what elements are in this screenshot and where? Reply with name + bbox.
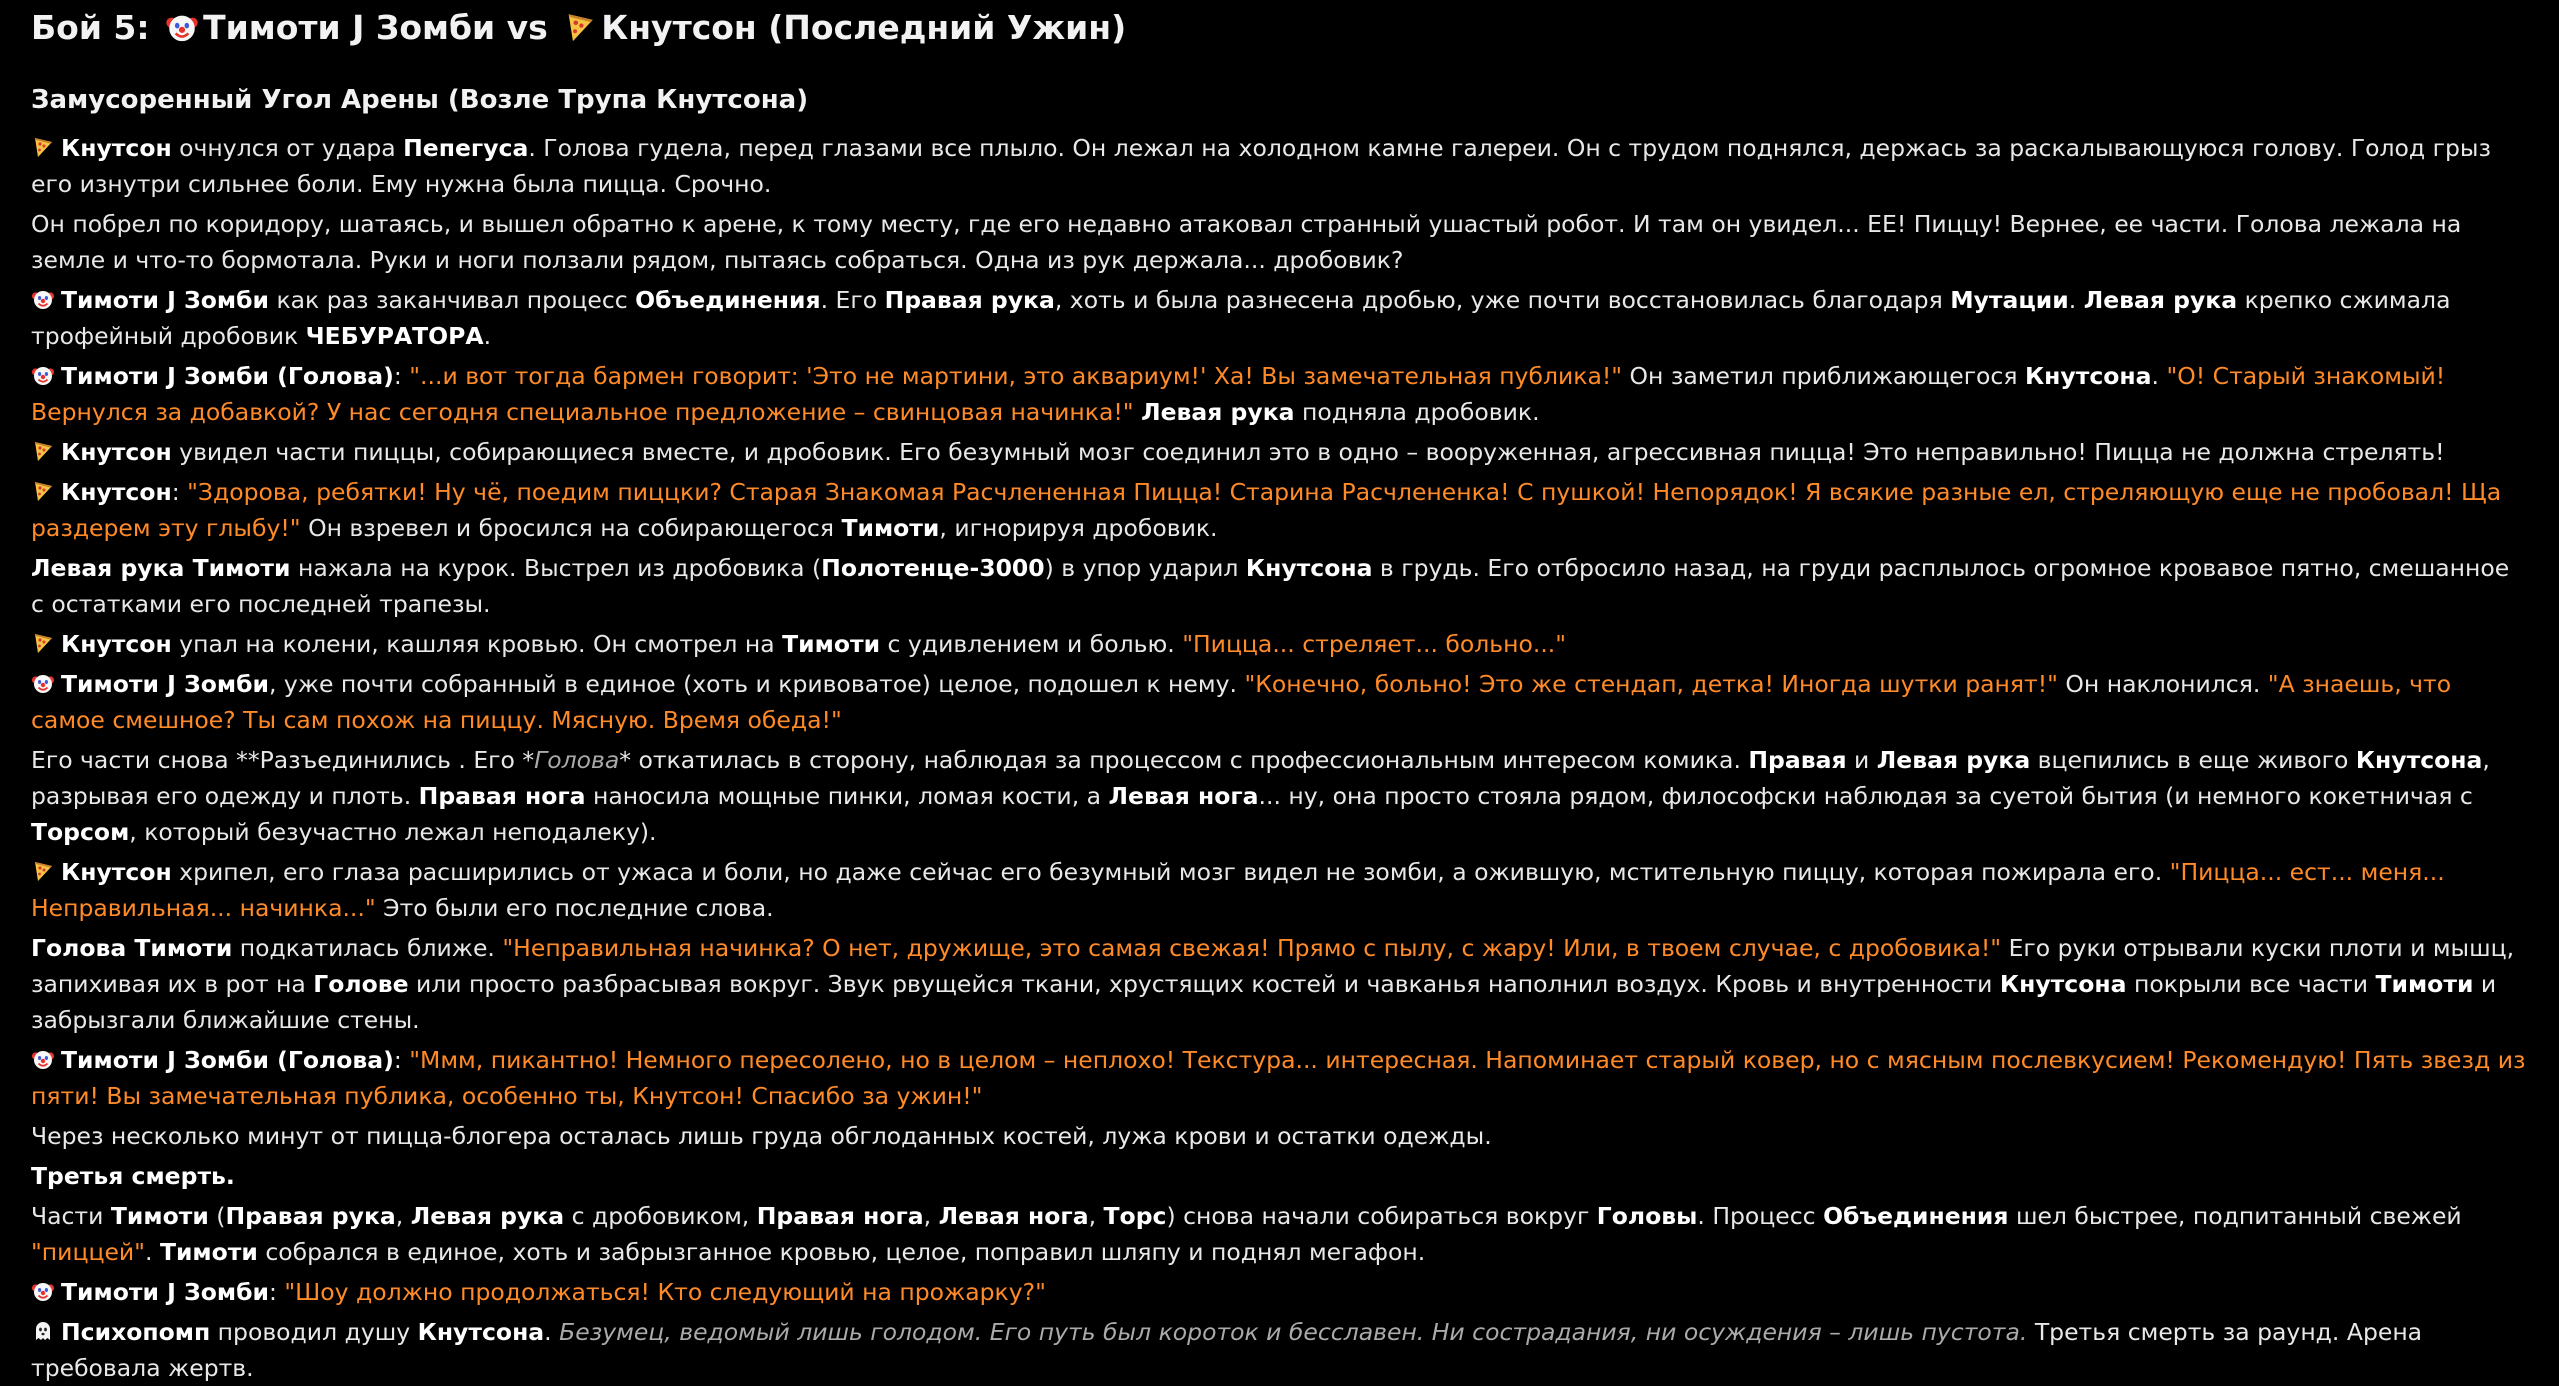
bold-name: Полотенце-3000 (821, 554, 1045, 582)
bold-name: Кнутсона (2355, 746, 2483, 774)
text-run: . Его (820, 286, 885, 314)
bold-name: Левая рука Тимоти (31, 554, 291, 582)
bold-name: Кнутсон (61, 478, 172, 506)
text-run: ... ну, она просто стояла рядом, философски наблюдая за суетой бытия (и немного кокетничая с (1258, 782, 2473, 810)
story-paragraph (31, 1198, 2529, 1270)
bold-name: Левая рука (410, 1202, 565, 1230)
text-run: вцепились в еще живого (2030, 746, 2356, 774)
bold-name: Тимоти J Зомби (Голова) (61, 362, 394, 390)
bold-name: Тимоти (159, 1238, 258, 1266)
title-vs: vs (495, 8, 560, 47)
pizza-icon (31, 857, 55, 881)
text-run: , игнорируя дробовик. (939, 514, 1218, 542)
bold-name: Объединения (1823, 1202, 2009, 1230)
bold-name: Головы (1596, 1202, 1698, 1230)
dialogue-quote: "Здорова, ребятки! Ну чё, поедим пиццки? Старая Знакомая Расчлененная Пицца! Старина Расчлененка! С пушкой! Непорядок! Я всякие разные ел, стреляющую еще не пробовал! Ща раздерем эту глыбу!" (31, 478, 2502, 542)
clown-icon (31, 285, 55, 309)
text-run: . (2068, 286, 2084, 314)
story-paragraph (31, 550, 2529, 622)
bold-name: Кнутсон (61, 858, 172, 886)
text-run: Он заметил приближающегося (1622, 362, 2025, 390)
text-run: Части (31, 1202, 111, 1230)
text-run: как раз заканчивал процесс (268, 286, 636, 314)
bold-name: Тимоти (782, 630, 881, 658)
text-run: Это были его последние слова. (375, 894, 774, 922)
text-run: крепко сжимала трофейный дробовик (31, 286, 2451, 350)
bold-name: Тимоти (841, 514, 940, 542)
text-run: Его части снова **Разъединились . Его * (31, 746, 535, 774)
bold-name: Кнутсон (61, 438, 172, 466)
text-run: , (923, 1202, 939, 1230)
clown-icon (31, 1045, 55, 1069)
fighter2-name: Кнутсон (Последний Ужин) (601, 8, 1127, 47)
dialogue-quote: "Пицца... стреляет... больно..." (1182, 630, 1567, 658)
bold-name: Правая нога (756, 1202, 924, 1230)
story-paragraph (31, 282, 2529, 354)
text-run: Он наклонился. (2057, 670, 2268, 698)
text-run: . (483, 322, 492, 350)
bold-name: Кнутсона (417, 1318, 545, 1346)
dialogue-quote: "О! Старый знакомый! Вернулся за добавкой? У нас сегодня специальное предложение – свинцовая начинка!" (31, 362, 2446, 426)
pizza-icon (31, 133, 55, 157)
clown-icon (31, 1277, 55, 1301)
pizza-icon (31, 477, 55, 501)
bold-name: Тимоти J Зомби (61, 286, 269, 314)
text-run: , (395, 1202, 411, 1230)
dialogue-quote: "Шоу должно продолжаться! Кто следующий на прожарку?" (284, 1278, 1046, 1306)
text-run: ) снова начали собираться вокруг (1166, 1202, 1597, 1230)
bold-name: Голове (313, 970, 409, 998)
text-run: шел быстрее, подпитанный свежей (2008, 1202, 2462, 1230)
page-title (31, 0, 2529, 54)
text-run: * откатилась в сторону, наблюдая за процессом с профессиональным интересом комика. (619, 746, 1749, 774)
text-run: , (1088, 1202, 1104, 1230)
story-paragraph (31, 742, 2529, 850)
italic-text: Голова (534, 746, 620, 774)
dialogue-quote: "А знаешь, что самое смешное? Ты сам похож на пиццу. Мясную. Время обеда!" (31, 670, 2452, 734)
bold-name: Правая (1748, 746, 1847, 774)
text-run: , уже почти собранный в единое (хоть и кривоватое) целое, подошел к нему. (268, 670, 1245, 698)
story-paragraph (31, 1274, 2529, 1310)
bold-name: Пепегуса (403, 134, 529, 162)
bold-name: Тимоти J Зомби (61, 1278, 269, 1306)
text-run: , разрывая его одежду и плоть. (31, 746, 2490, 810)
story-paragraph (31, 1314, 2529, 1386)
bold-name: Мутации (1950, 286, 2069, 314)
pizza-icon (31, 629, 55, 653)
bold-name: Кнутсон (61, 630, 172, 658)
text-run: : (268, 1278, 285, 1306)
text-run: подкатилась ближе. (232, 934, 503, 962)
bold-name: Кнутсон (61, 134, 172, 162)
text-run: Он взревел и бросился на собирающегося (300, 514, 842, 542)
dialogue-quote: "Пицца... ест... меня... Неправильная... начинка..." (31, 858, 2445, 922)
story-paragraph (31, 930, 2529, 1038)
text-run: и забрызгали ближайшие стены. (31, 970, 2497, 1034)
section-heading: Замусоренный Угол Арены (Возле Трупа Кнутсона) (31, 85, 809, 115)
text-run: ) в упор ударил (1044, 554, 1246, 582)
bold-name: Кнутсона (2024, 362, 2152, 390)
text-run (1134, 398, 1141, 426)
bold-name: Тимоти (2375, 970, 2474, 998)
ghost-icon (31, 1317, 55, 1341)
pizza-icon (31, 437, 55, 461)
story-paragraph (31, 474, 2529, 546)
text-run: или просто разбрасывая вокруг. Звук рвущейся ткани, хрустящих костей и чавканья наполнил воздух. Кровь и внутренности (408, 970, 2000, 998)
text-run: собрался в единое, хоть и забрызганное кровью, целое, поправил шляпу и поднял мегафон. (257, 1238, 1426, 1266)
bold-name: Тимоти J Зомби (Голова) (61, 1046, 394, 1074)
dialogue-quote: "Конечно, больно! Это же стендап, детка! Иногда шутки ранят!" (1244, 670, 2058, 698)
clown-icon (165, 10, 199, 44)
bold-name: Третья смерть. (31, 1162, 235, 1190)
bold-name: ЧЕБУРАТОРА (305, 322, 484, 350)
clown-icon (31, 669, 55, 693)
text-run: . (144, 1238, 160, 1266)
text-run: Через несколько минут от пицца-блогера осталась лишь груда обглоданных костей, лужа крови и остатки одежды. (31, 1122, 1492, 1150)
story-paragraph (31, 626, 2529, 662)
bold-name: Кнутсона (1999, 970, 2127, 998)
story-paragraph (31, 206, 2529, 278)
text-run: покрыли все части (2126, 970, 2376, 998)
text-run: с дробовиком, (564, 1202, 757, 1230)
text-run: . (544, 1318, 560, 1346)
story-paragraph (31, 358, 2529, 430)
italic-text: Безумец, ведомый лишь голодом. Его путь был короток и бесславен. Ни сострадания, ни осуждения – лишь пустота. (559, 1318, 2028, 1346)
text-run: с удивлением и болью. (880, 630, 1183, 658)
bold-name: Левая рука (2083, 286, 2238, 314)
text-run: : (171, 478, 188, 506)
text-run: Его руки отрывали куски плоти и мышц, запихивая их в рот на (31, 934, 2515, 998)
bold-name: Объединения (635, 286, 821, 314)
bold-name: Правая рука (225, 1202, 396, 1230)
text-run: ( (208, 1202, 226, 1230)
dialogue-quote: "...и вот тогда бармен говорит: 'Это не мартини, это аквариум!' Ха! Вы замечательная публика!" (409, 362, 1623, 390)
bold-name: Левая нога (1108, 782, 1259, 810)
bold-name: Тимоти (110, 1202, 209, 1230)
bold-name: Левая рука (1876, 746, 2031, 774)
text-run: упал на колени, кашляя кровью. Он смотрел на (171, 630, 783, 658)
title-prefix: Бой 5: (31, 8, 162, 47)
story-paragraph (31, 666, 2529, 738)
text-run: увидел части пиццы, собирающиеся вместе, и дробовик. Его безумный мозг соединил это в одно – вооруженная, агрессивная пицца! Это неправильно! Пицца не должна стрелять! (171, 438, 2445, 466)
text-run: и (1846, 746, 1877, 774)
story-paragraph (31, 854, 2529, 926)
text-run: , хоть и была разнесена дробью, уже почти восстановилась благодаря (1054, 286, 1951, 314)
dialogue-quote: "пиццей" (31, 1238, 145, 1266)
story-paragraph (31, 130, 2529, 202)
bold-name: Правая рука (884, 286, 1055, 314)
text-run: : (393, 1046, 410, 1074)
story-paragraph (31, 1118, 2529, 1154)
bold-name: Торсом (31, 818, 130, 846)
bold-name: Левая рука (1141, 398, 1295, 426)
bold-name: Тимоти J Зомби (61, 670, 269, 698)
text-run: , который безучастно лежал неподалеку). (129, 818, 657, 846)
text-run: . (2151, 362, 2167, 390)
bold-name: Кнутсона (1245, 554, 1373, 582)
story-paragraph (31, 1158, 2529, 1194)
text-run: Третья смерть за раунд. Арена требовала жертв. (31, 1318, 2423, 1382)
dialogue-quote: "Неправильная начинка? О нет, дружище, это самая свежая! Прямо с пылу, с жару! Или, в твоем случае, с дробовика!" (502, 934, 2002, 962)
bold-name: Голова Тимоти (31, 934, 233, 962)
text-run: Он побрел по коридору, шатаясь, и вышел обратно к арене, к тому месту, где его недавно атаковал странный ушастый робот. И там он увидел... ЕЕ! Пиццу! Вернее, ее части. Голова лежала на земле и что-то бормотала. Руки и ноги ползали рядом, пытаясь собраться. Одна из рук держала... дробовик? (31, 210, 2462, 274)
text-run: проводил душу (210, 1318, 418, 1346)
bold-name: Психопомп (61, 1318, 211, 1346)
story-paragraph (31, 434, 2529, 470)
text-run: . Голова гудела, перед глазами все плыло. Он лежал на холодном камне галереи. Он с трудом поднялся, держась за раскалывающуюся голову. Голод грыз его изнутри сильнее боли. Ему нужна была пицца. Срочно. (31, 134, 2491, 198)
bold-name: Торс (1103, 1202, 1167, 1230)
clown-icon (31, 361, 55, 385)
text-run: подняла дробовик. (1294, 398, 1540, 426)
fighter1-name: Тимоти J Зомби (203, 8, 496, 47)
text-run: . Процесс (1697, 1202, 1824, 1230)
story-body (31, 130, 2529, 1386)
text-run: наносила мощные пинки, ломая кости, а (585, 782, 1109, 810)
text-run: : (393, 362, 410, 390)
bold-name: Левая нога (938, 1202, 1089, 1230)
dialogue-quote: "Ммм, пикантно! Немного пересолено, но в целом – неплохо! Текстура... интересная. Напоминает старый ковер, но с мясным послевкусием! Рекомендую! Пять звезд из пяти! Вы замечательная публика, особенно ты, Кнутсон! Спасибо за ужин!" (31, 1046, 2526, 1110)
text-run: очнулся от удара (171, 134, 404, 162)
story-paragraph (31, 1042, 2529, 1114)
text-run: в грудь. Его отбросило назад, на груди расплылось огромное кровавое пятно, смешанное с остатками его последней трапезы. (31, 554, 2510, 618)
text-run: нажала на курок. Выстрел из дробовика ( (290, 554, 822, 582)
bold-name: Правая нога (418, 782, 586, 810)
text-run: хрипел, его глаза расширились от ужаса и боли, но даже сейчас его безумный мозг видел не зомби, а ожившую, мстительную пиццу, которая пожирала его. (171, 858, 2170, 886)
pizza-icon (563, 10, 597, 44)
